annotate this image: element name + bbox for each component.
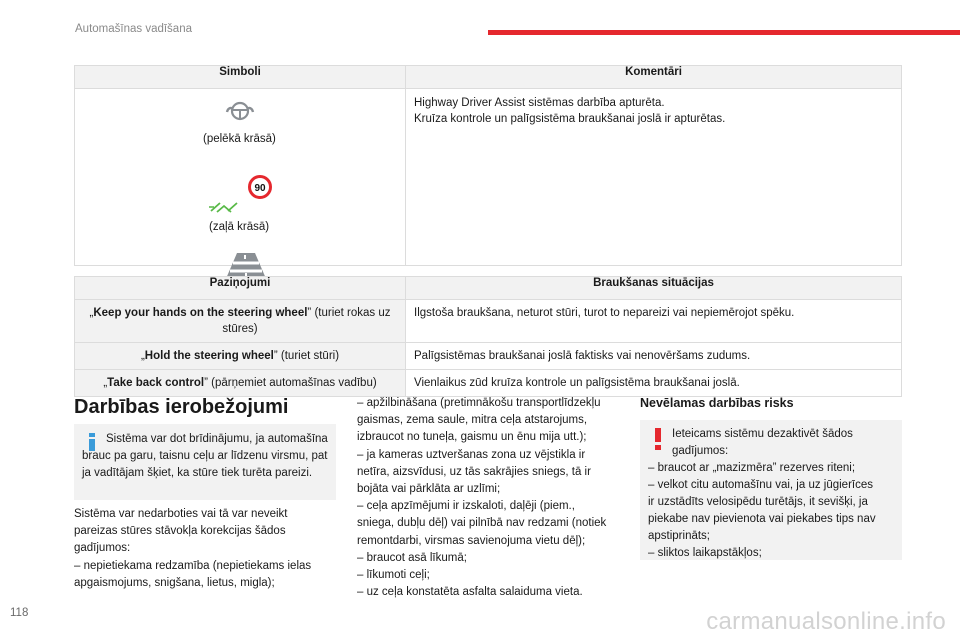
message-cell: „Hold the steering wheel” (turiet stūri) xyxy=(75,343,406,370)
table-row xyxy=(75,300,902,343)
message-bold: Keep your hands on the steering wheel xyxy=(93,307,308,319)
messages-table xyxy=(74,276,902,397)
table-row xyxy=(75,370,902,397)
message-cell: „Take back control” (pārņemiet automašīnas vadību) xyxy=(75,370,406,397)
green-color-label: (zaļā krāsā) xyxy=(209,221,270,233)
speed-limit-sign-icon xyxy=(248,175,272,199)
comments-cell xyxy=(406,89,902,266)
watermark: carmanualsonline.info xyxy=(706,608,946,635)
running-header: Automašīnas vadīšana xyxy=(75,23,192,35)
table-header-comments: Komentāri xyxy=(406,66,902,89)
section-title: Darbības ierobežojumi xyxy=(74,396,289,418)
limitations-paragraph: Sistēma var nedarboties vai tā var neveikt pareizas stūres stāvokļa korekcijas šādos gadījumos: – nepietiekama redzamība (nepietiekams ielas apgaismojums, snigšana, lietus, migla); xyxy=(74,508,312,589)
situation-cell: Vienlaikus zūd kruīza kontrole un palīgsistēma braukšanai joslā. xyxy=(406,370,902,397)
comment-line: Highway Driver Assist sistēmas darbība apturēta. xyxy=(414,97,665,109)
table-header-messages: Paziņojumi xyxy=(75,277,406,300)
symbols-cell xyxy=(75,89,406,266)
symbols-table xyxy=(74,65,902,266)
info-text: Sistēma var dot brīdinājumu, ja automašīna brauc pa garu, taisnu ceļu ar līdzenu virsmu, pat ja vadītājam šķiet, ka stūre tiek turēta pareizi. xyxy=(82,433,328,479)
grey-color-label: (pelēkā krāsā) xyxy=(203,133,276,145)
risks-title: Nevēlamas darbības risks xyxy=(640,396,794,410)
warning-box xyxy=(640,420,902,560)
steering-wheel-hands-icon xyxy=(223,99,257,123)
header-accent-bar xyxy=(488,30,960,35)
info-box xyxy=(74,424,336,500)
comment-line: Kruīza kontrole un palīgsistēma braukšanai joslā ir apturētas. xyxy=(414,113,726,125)
situation-cell: Palīgsistēmas braukšanai joslā faktisks vai nenovēršams zudums. xyxy=(406,343,902,370)
message-bold: Hold the steering wheel xyxy=(144,350,274,362)
limitations-list: – apžilbināšana (pretimnākošu transportlīdzekļu gaismas, zema saule, mitra ceļa atstarojums, izbraucot no tuneļa, gaismu un ēnu mija utt.); – ja kameras uztveršanas zona uz vējstikla ir netīra, aizsvīdusi, uz tās sakrājies sniegs, tā ir bojāta vai pārklāta ar uzlīmi; – ceļa apzīmējumi ir izskaloti, daļēji (piem., sniega, dubļu dēļ) vai pilnībā nav redzami (notiek remontdarbi, virsmas savienojuma vietu dēļ); – braucot asā līkumā; – līkumoti ceļi; – uz ceļa konstatēta asfalta salaiduma vieta. xyxy=(357,397,607,599)
warning-text: Ieteicams sistēmu dezaktivēt šādos gadījumos: – braucot ar „mazizmēra” rezerves riteni; – velkot citu automašīnu vai, ja uz jūgierīces ir uzstādīts velosipēdu turētājs, it sevišķi, ja piekabe nav pievienota vai piekabes tips nav apstiprināts; – sliktos laikapstākļos; xyxy=(648,428,876,559)
table-row xyxy=(75,343,902,370)
speed-limit-value: 90 xyxy=(254,183,266,194)
table-header-symbols: Simboli xyxy=(75,66,406,89)
message-cell: „Keep your hands on the steering wheel” (turiet rokas uz stūres) xyxy=(75,300,406,343)
table-header-situations: Braukšanas situācijas xyxy=(406,277,902,300)
message-bold: Take back control xyxy=(107,377,205,389)
page-number: 118 xyxy=(10,607,29,619)
lane-assist-icon xyxy=(208,199,240,215)
situation-cell: Ilgstoša braukšana, neturot stūri, turot to nepareizi vai nepiemērojot spēku. xyxy=(406,300,902,343)
